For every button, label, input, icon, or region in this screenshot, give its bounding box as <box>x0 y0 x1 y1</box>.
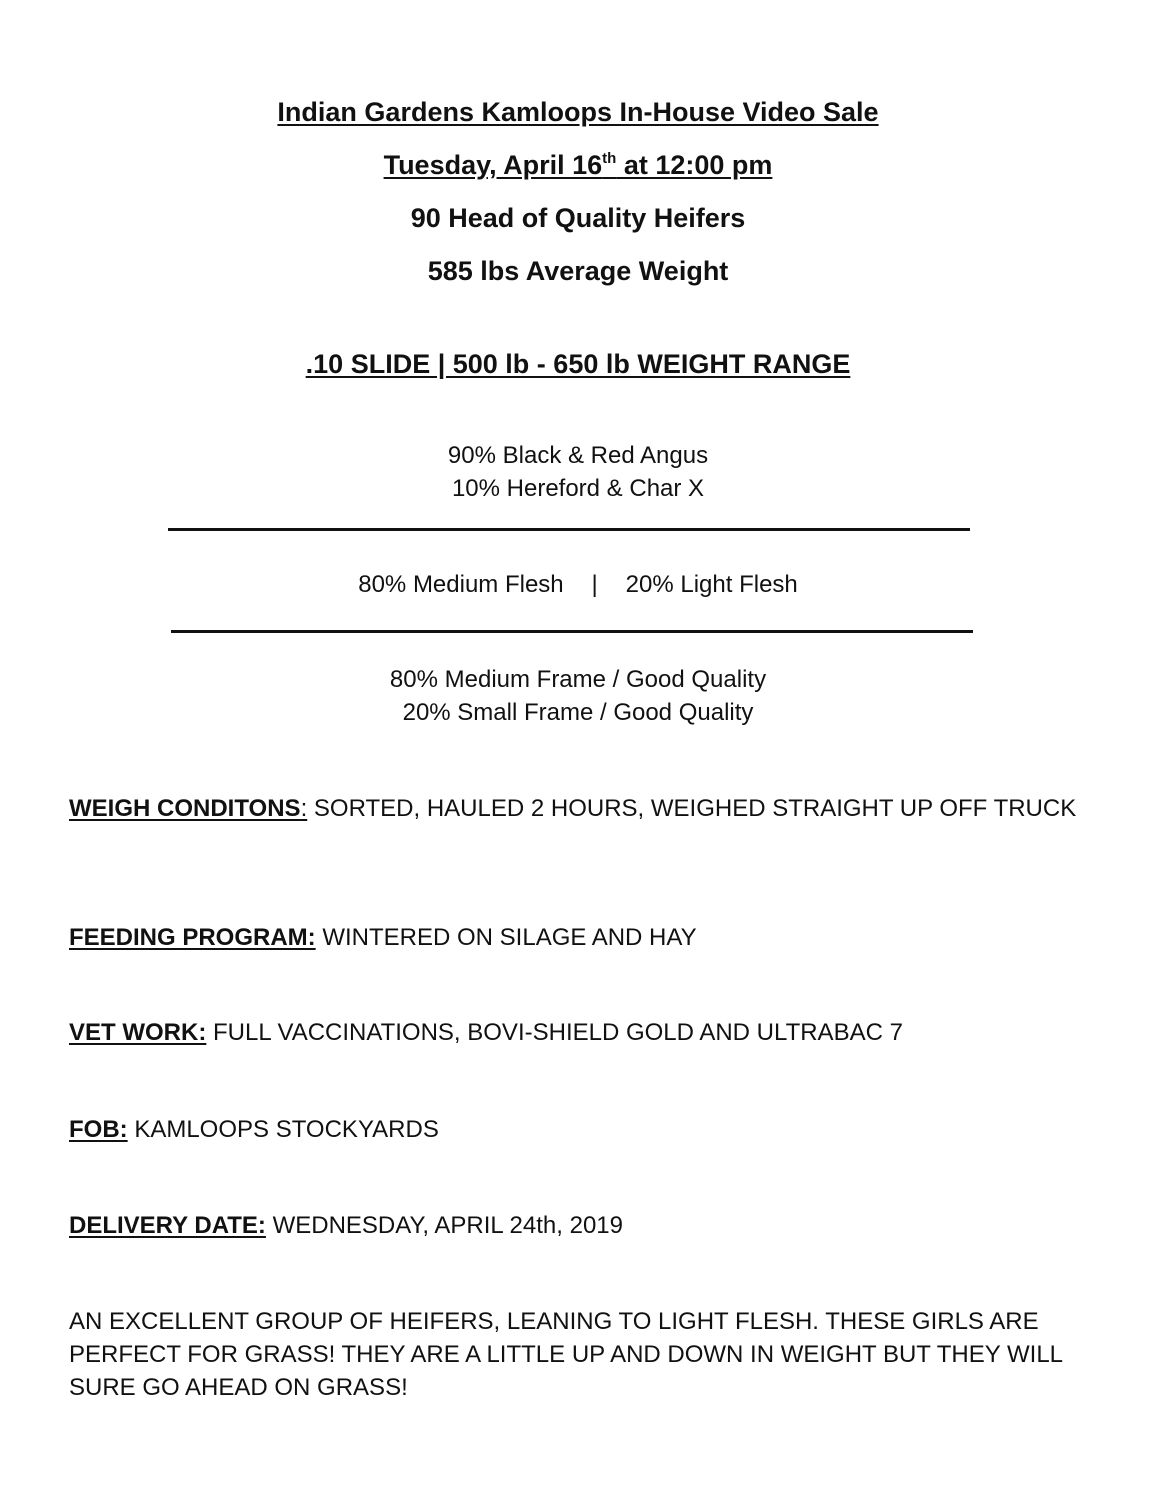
breed-line-2: 10% Hereford & Char X <box>451 475 705 502</box>
sale-date-prefix: Tuesday, April 16 <box>383 150 603 180</box>
weigh-conditions-colon: : <box>300 795 308 822</box>
breed-line-1: 90% Black & Red Angus <box>447 442 709 469</box>
vet-work-value: FULL VACCINATIONS, BOVI-SHIELD GOLD AND ULTRABAC 7 <box>206 1019 903 1046</box>
delivery-date <box>69 1209 1099 1242</box>
feeding-program <box>69 921 1099 954</box>
vet-work <box>69 1016 1099 1049</box>
fob-label: FOB: <box>69 1116 128 1143</box>
summary-paragraph: AN EXCELLENT GROUP OF HEIFERS, LEANING TO LIGHT FLESH. THESE GIRLS ARE PERFECT FOR GRASS! THEY ARE A LITTLE UP AND DOWN IN WEIGHT BUT THEY WILL SURE GO AHEAD ON GRASS! <box>69 1308 1063 1401</box>
flesh-medium: 80% Medium Flesh <box>358 571 564 598</box>
delivery-date-label: DELIVERY DATE: <box>69 1212 266 1239</box>
frame-line-2: 20% Small Frame / Good Quality <box>402 699 754 726</box>
sale-title: Indian Gardens Kamloops In-House Video Sale <box>277 97 879 127</box>
fob-value: KAMLOOPS STOCKYARDS <box>127 1116 439 1143</box>
average-weight: 585 lbs Average Weight <box>427 256 729 286</box>
head-count: 90 Head of Quality Heifers <box>410 203 746 233</box>
delivery-date-value: WEDNESDAY, APRIL 24th, 2019 <box>265 1212 623 1239</box>
fob <box>69 1113 1099 1146</box>
weigh-conditions <box>69 792 1099 825</box>
flesh-separator: | <box>591 571 598 598</box>
feeding-program-label: FEEDING PROGRAM: <box>69 924 316 951</box>
weigh-conditions-value: SORTED, HAULED 2 HOURS, WEIGHED STRAIGHT UP OFF TRUCK <box>307 795 1077 822</box>
weigh-conditions-label: WEIGH CONDITONS <box>69 795 301 822</box>
vet-work-label: VET WORK: <box>69 1019 207 1046</box>
feeding-program-value: WINTERED ON SILAGE AND HAY <box>315 924 697 951</box>
flesh-light: 20% Light Flesh <box>625 571 798 598</box>
flesh-row <box>0 568 1156 601</box>
sale-date-suffix: at 12:00 pm <box>616 150 773 180</box>
divider-bottom <box>171 630 973 633</box>
divider-top <box>168 528 970 531</box>
sale-date-sup: th <box>602 150 617 167</box>
sale-date <box>0 149 1156 181</box>
frame-line-1: 80% Medium Frame / Good Quality <box>389 666 767 693</box>
slide-weight-range: .10 SLIDE | 500 lb - 650 lb WEIGHT RANGE <box>305 349 851 379</box>
